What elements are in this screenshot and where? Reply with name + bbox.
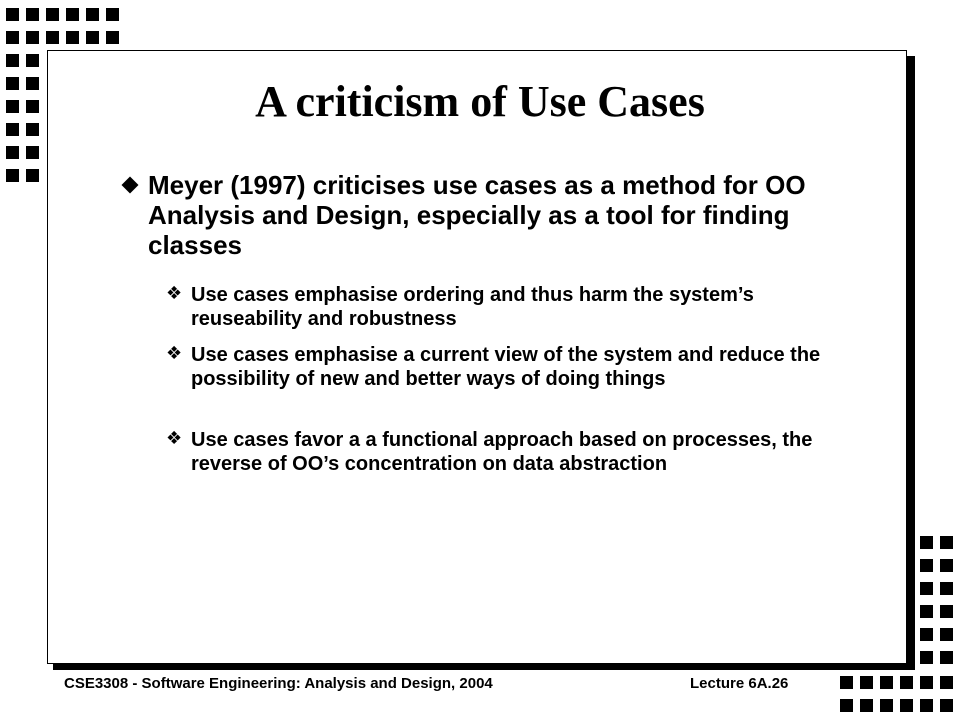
decorative-square xyxy=(940,559,953,572)
decorative-square xyxy=(940,699,953,712)
decorative-square xyxy=(860,676,873,689)
decorative-square xyxy=(26,169,39,182)
decorative-square xyxy=(86,8,99,21)
four-diamond-bullet-icon: ❖ xyxy=(166,283,183,304)
decorative-square xyxy=(940,628,953,641)
decorative-square xyxy=(940,582,953,595)
decorative-square xyxy=(900,676,913,689)
decorative-square xyxy=(6,54,19,67)
decorative-square xyxy=(66,8,79,21)
decorative-square xyxy=(940,676,953,689)
decorative-square xyxy=(106,31,119,44)
decorative-square xyxy=(840,699,853,712)
decorative-square xyxy=(46,31,59,44)
decorative-square xyxy=(6,8,19,21)
decorative-square xyxy=(6,146,19,159)
four-diamond-bullet-icon: ❖ xyxy=(166,343,183,364)
sub-bullet xyxy=(166,428,831,476)
decorative-square xyxy=(46,8,59,21)
decorative-square xyxy=(880,699,893,712)
decorative-square xyxy=(920,605,933,618)
sub-bullet-text: Use cases favor a a functional approach based on processes, the reverse of OO’s concentration on data abstraction xyxy=(191,429,813,475)
decorative-square xyxy=(940,605,953,618)
sub-bullet xyxy=(166,283,831,331)
decorative-square xyxy=(6,31,19,44)
decorative-square xyxy=(106,8,119,21)
main-bullet-text: Meyer (1997) criticises use cases as a method for OO Analysis and Design, especially as a tool for finding classes xyxy=(148,170,806,260)
footer-lecture: Lecture 6A.26 xyxy=(690,675,789,692)
decorative-square xyxy=(840,676,853,689)
decorative-square xyxy=(66,31,79,44)
decorative-square xyxy=(940,536,953,549)
decorative-square xyxy=(920,559,933,572)
footer-course: CSE3308 - Software Engineering: Analysis and Design, 2004 xyxy=(64,675,493,692)
sub-bullet-text: Use cases emphasise ordering and thus harm the system’s reuseability and robustness xyxy=(191,284,754,330)
four-diamond-bullet-icon: ❖ xyxy=(166,428,183,449)
decorative-square xyxy=(6,169,19,182)
decorative-square xyxy=(920,628,933,641)
decorative-square xyxy=(940,651,953,664)
decorative-square xyxy=(26,8,39,21)
decorative-square xyxy=(920,582,933,595)
main-bullet xyxy=(148,170,868,260)
sub-bullet xyxy=(166,343,831,391)
decorative-square xyxy=(920,676,933,689)
sub-bullet-text: Use cases emphasise a current view of the system and reduce the possibility of new and better ways of doing things xyxy=(191,344,821,390)
decorative-square xyxy=(880,676,893,689)
decorative-square xyxy=(860,699,873,712)
decorative-square xyxy=(920,536,933,549)
decorative-square xyxy=(86,31,99,44)
decorative-square xyxy=(920,699,933,712)
decorative-square xyxy=(26,54,39,67)
decorative-square xyxy=(920,651,933,664)
decorative-square xyxy=(26,146,39,159)
decorative-square xyxy=(900,699,913,712)
decorative-square xyxy=(26,31,39,44)
slide-title: A criticism of Use Cases xyxy=(255,77,705,126)
